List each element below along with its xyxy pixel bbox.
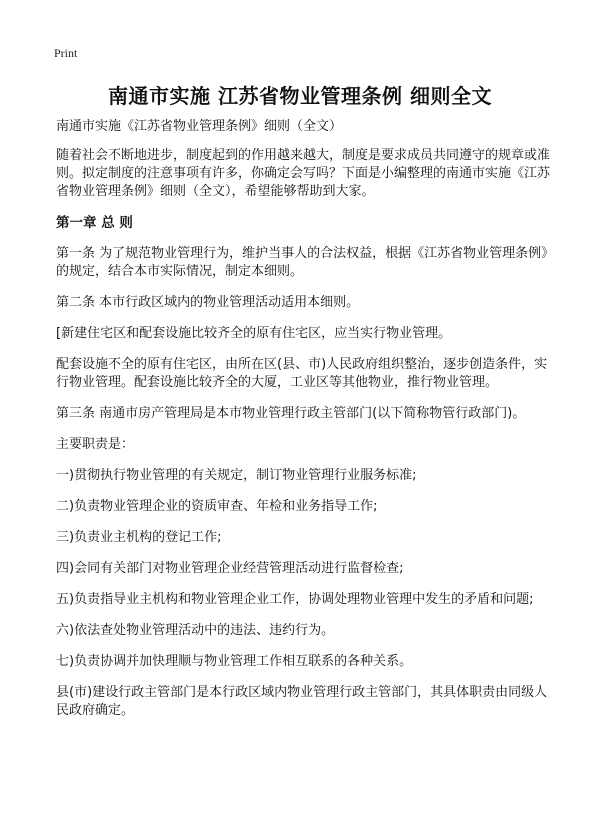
list-item: 三)负责业主机构的登记工作;	[56, 530, 222, 545]
paragraph: 第三条 南通市房产管理局是本市物业管理行政主管部门(以下简称物管行政部门)。	[56, 406, 526, 421]
print-link[interactable]: Print	[54, 46, 78, 60]
document-subtitle: 南通市实施《江苏省物业管理条例》细则（全文）	[56, 119, 343, 134]
chapter-heading: 第一章 总 则	[56, 215, 133, 231]
paragraph: 第一条 为了规范物业管理行为，维护当事人的合法权益，根据《江苏省物业管理条例》的规定，结合本市实际情况，制定本细则。	[56, 246, 548, 279]
paragraph: 主要职责是：	[56, 437, 135, 452]
paragraph: [新建住宅区和配套设施比较齐全的原有住宅区，应当实行物业管理。	[56, 326, 452, 341]
intro-paragraph: 随着社会不断地进步，制度起到的作用越来越大，制度是要求成员共同遵守的规章或准则。拟定制度的注意事项有许多，你确定会写吗？下面是小编整理的南通市实施《江苏省物业管理条例》细则（全文），希望能够帮助到大家。	[56, 148, 551, 199]
paragraph: 县(市)建设行政主管部门是本行政区域内物业管理行政主管部门，其具体职责由同级人民政府确定。	[56, 685, 548, 718]
list-item: 七)负责协调并加快理顺与物业管理工作相互联系的各种关系。	[56, 654, 413, 669]
list-item: 六)依法查处物业管理活动中的违法、违约行为。	[56, 623, 335, 638]
paragraph: 配套设施不全的原有住宅区，由所在区(县、市)人民政府组织整治，逐步创造条件，实行物业管理。配套设施比较齐全的大厦，工业区等其他物业，推行物业管理。	[56, 357, 548, 390]
list-item: 四)会同有关部门对物业管理企业经营管理活动进行监督检查;	[56, 561, 404, 576]
paragraph: 第二条 本市行政区域内的物业管理活动适用本细则。	[56, 295, 360, 310]
list-item: 五)负责指导业主机构和物业管理企业工作，协调处理物业管理中发生的矛盾和问题;	[56, 592, 534, 607]
document-body	[56, 118, 550, 733]
list-item: 一)贯彻执行物业管理的有关规定，制订物业管理行业服务标准;	[56, 468, 417, 483]
page-title: 南通市实施 江苏省物业管理条例 细则全文	[108, 84, 492, 108]
list-item: 二)负责物业管理企业的资质审查、年检和业务指导工作;	[56, 499, 378, 514]
